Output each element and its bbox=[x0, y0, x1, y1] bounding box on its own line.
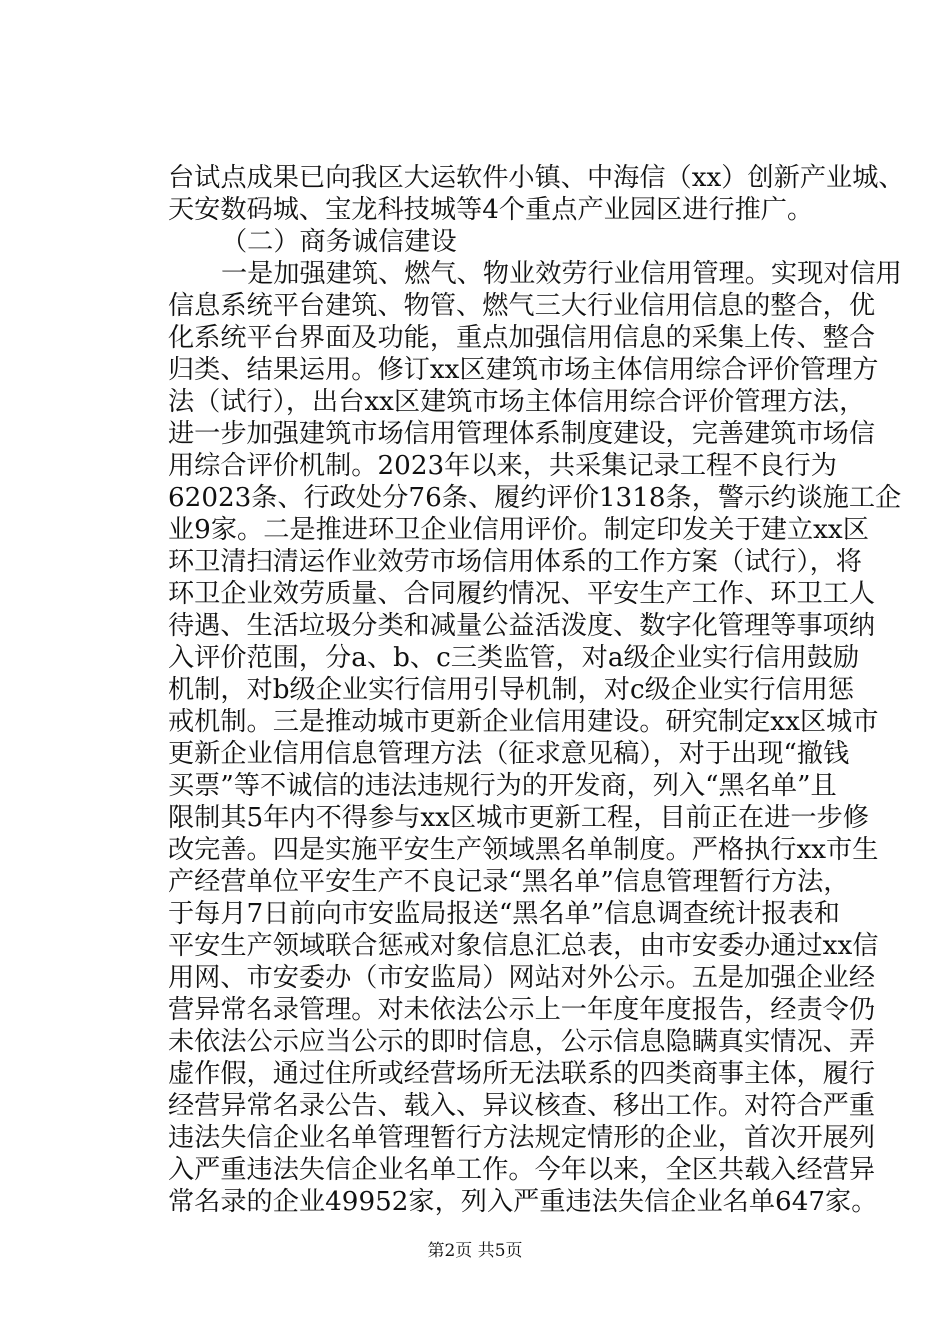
body-line: 信息系统平台建筑、物管、燃气三大行业信用信息的整合，优 bbox=[168, 291, 876, 321]
body-line: 违法失信企业名单管理暂行方法规定情形的企业，首次开展列 bbox=[168, 1123, 876, 1153]
body-line: 限制其5年内不得参与xx区城市更新工程，目前正在进一步修 bbox=[168, 803, 869, 833]
body-line: 一是加强建筑、燃气、物业效劳行业信用管理。实现对信用 bbox=[221, 259, 902, 289]
body-line: 机制，对b级企业实行信用引导机制，对c级企业实行信用惩 bbox=[168, 675, 855, 705]
body-line: 虚作假，通过住所或经营场所无法联系的四类商事主体，履行 bbox=[168, 1059, 876, 1089]
body-line: 进一步加强建筑市场信用管理体系制度建设，完善建筑市场信 bbox=[168, 419, 876, 449]
body-line: 用网、市安委办（市安监局）网站对外公示。五是加强企业经 bbox=[168, 963, 876, 993]
body-line: 入评价范围，分a、b、c三类监管，对a级企业实行信用鼓励 bbox=[168, 643, 860, 673]
body-line: 用综合评价机制。2023年以来，共采集记录工程不良行为 bbox=[168, 451, 837, 481]
body-line: 环卫清扫清运作业效劳市场信用体系的工作方案（试行），将 bbox=[168, 547, 862, 577]
body-line: 未依法公示应当公示的即时信息，公示信息隐瞒真实情况、弄 bbox=[168, 1027, 876, 1057]
body-line: 营异常名录管理。对未依法公示上一年度年度报告，经责令仍 bbox=[168, 995, 876, 1025]
body-line: 平安生产领域联合惩戒对象信息汇总表，由市安委办通过xx信 bbox=[168, 931, 879, 961]
body-line: 台试点成果已向我区大运软件小镇、中海信（xx）创新产业城、 bbox=[168, 163, 905, 193]
body-line: 环卫企业效劳质量、合同履约情况、平安生产工作、环卫工人 bbox=[168, 579, 876, 609]
body-line: 62023条、行政处分76条、履约评价1318条，警示约谈施工企 bbox=[168, 483, 902, 513]
body-line: 戒机制。三是推动城市更新企业信用建设。研究制定xx区城市 bbox=[168, 707, 879, 737]
body-line: 于每月7日前向市安监局报送“黑名单”信息调查统计报表和 bbox=[168, 899, 840, 929]
body-line: 改完善。四是实施平安生产领域黑名单制度。严格执行xx市生 bbox=[168, 835, 879, 865]
body-line: 化系统平台界面及功能，重点加强信用信息的采集上传、整合 bbox=[168, 323, 876, 353]
body-line: 买票”等不诚信的违法违规行为的开发商，列入“黑名单”且 bbox=[168, 771, 837, 801]
body-line: 常名录的企业49952家，列入严重违法失信企业名单647家。 bbox=[168, 1187, 878, 1217]
body-line: 待遇、生活垃圾分类和减量公益活泼度、数字化管理等事项纳 bbox=[168, 611, 876, 641]
body-line: 天安数码城、宝龙科技城等4个重点产业园区进行推广。 bbox=[168, 195, 814, 225]
body-line: 法（试行），出台xx区建筑市场主体信用综合评价管理方法， bbox=[168, 387, 866, 417]
body-line: 产经营单位平安生产不良记录“黑名单”信息管理暂行方法， bbox=[168, 867, 850, 897]
body-line: 更新企业信用信息管理方法（征求意见稿），对于出现“撤钱 bbox=[168, 739, 850, 769]
body-line: 经营异常名录公告、载入、异议核查、移出工作。对符合严重 bbox=[168, 1091, 876, 1121]
body-line: 归类、结果运用。修订xx区建筑市场主体信用综合评价管理方 bbox=[168, 355, 879, 385]
section-heading: （二）商务诚信建设 bbox=[221, 227, 457, 257]
body-line: 业9家。二是推进环卫企业信用评价。制定印发关于建立xx区 bbox=[168, 515, 869, 545]
body-line: 入严重违法失信企业名单工作。今年以来，全区共载入经营异 bbox=[168, 1155, 876, 1185]
page-footer: 第2页 共5页 bbox=[427, 1241, 523, 1261]
